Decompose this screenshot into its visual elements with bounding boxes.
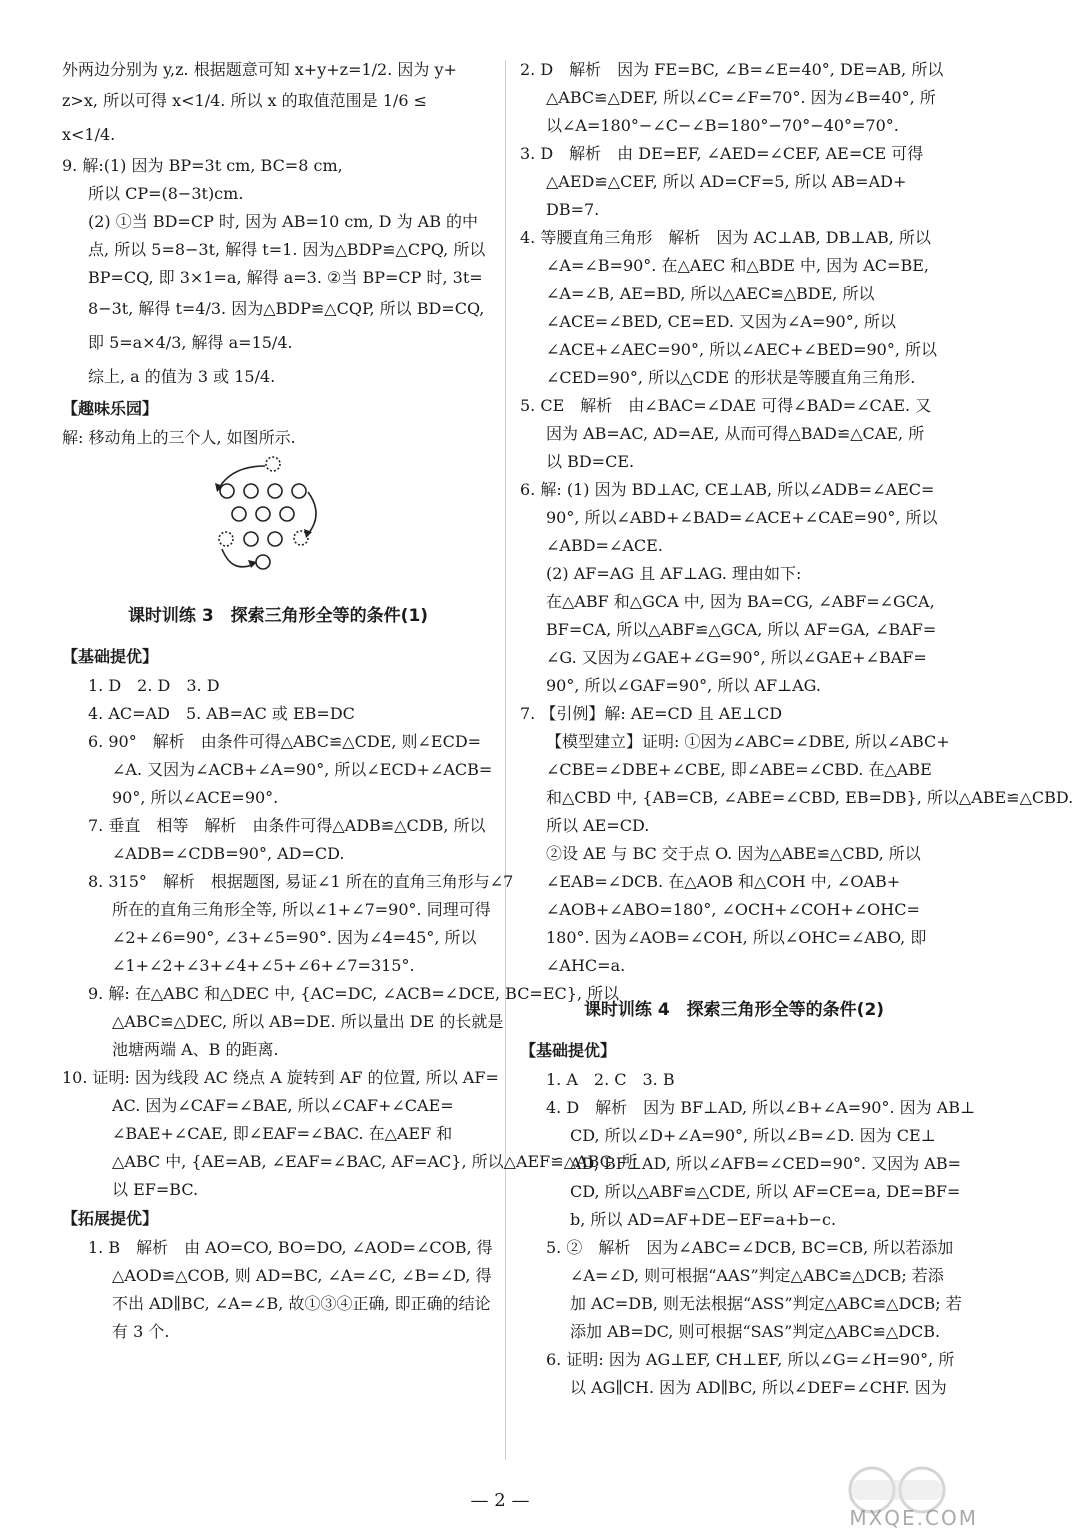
- answer-line: 9. 解: 在△ABC 和△DEC 中, {AC=DC, ∠ACB=∠DCE, BC=EC}, 所以: [88, 984, 620, 1003]
- answer-line: 不出 AD∥BC, ∠A=∠B, 故①③④正确, 即正确的结论: [112, 1294, 491, 1313]
- answer-line: 池塘两端 A、B 的距离.: [112, 1040, 279, 1059]
- answer-line: AC. 因为∠CAF=∠BAE, 所以∠CAF+∠CAE=: [112, 1096, 454, 1115]
- answer-line: 4. 等腰直角三角形 解析 因为 AC⊥AB, DB⊥AB, 所以: [520, 228, 931, 247]
- circles-diagram: [62, 456, 494, 586]
- answer-line: 1. A 2. C 3. B: [546, 1070, 675, 1089]
- answer-line: 90°, 所以∠ACE=90°.: [112, 788, 279, 807]
- text-line: 所以 CP=(8−3t)cm.: [88, 184, 244, 203]
- answer-line: 6. 90° 解析 由条件可得△ABC≌△CDE, 则∠ECD=: [88, 732, 482, 751]
- section-header-extension: 【拓展提优】: [62, 1209, 159, 1228]
- answer-line: △ABC≌△DEF, 所以∠C=∠F=70°. 因为∠B=40°, 所: [546, 88, 936, 107]
- answer-line: ∠ADB=∠CDB=90°, AD=CD.: [112, 844, 345, 863]
- answer-line: 以 AG∥CH. 因为 AD∥BC, 所以∠DEF=∠CHF. 因为: [570, 1378, 947, 1397]
- text-line: 综上, a 的值为 3 或 15/4.: [88, 367, 276, 386]
- section-header-basic: 【基础提优】: [520, 1041, 617, 1060]
- section-header-basic: 【基础提优】: [62, 647, 159, 666]
- answer-line: 10. 证明: 因为线段 AC 绕点 A 旋转到 AF 的位置, 所以 AF=: [62, 1068, 499, 1087]
- person-circle: [256, 507, 270, 521]
- answer-line: 所以 AE=CD.: [546, 816, 650, 835]
- people-figure: [62, 456, 494, 586]
- person-circle: [268, 532, 282, 546]
- text-line: 8−3t, 解得 t=4/3. 因为△BDP≌△CQP, 所以 BD=CQ,: [88, 299, 485, 318]
- column-divider: [505, 60, 506, 1460]
- page-number: — 2 —: [470, 1490, 530, 1511]
- answer-line: CD, 所以∠D+∠A=90°, 所以∠B=∠D. 因为 CE⊥: [570, 1126, 936, 1145]
- person-circle: [292, 484, 306, 498]
- watermark-text: MXQE.COM: [849, 1506, 978, 1530]
- answer-line: 以∠A=180°−∠C−∠B=180°−70°−40°=70°.: [546, 116, 899, 135]
- person-circle: [256, 555, 270, 569]
- person-circle: [244, 484, 258, 498]
- text-line: 外两边分别为 y,z. 根据题意可知 x+y+z=1/2. 因为 y+: [62, 60, 457, 79]
- answer-line: ∠BAE+∠CAE, 即∠EAF=∠BAC. 在△AEF 和: [112, 1124, 453, 1143]
- answer-line: 2. D 解析 因为 FE=BC, ∠B=∠E=40°, DE=AB, 所以: [520, 60, 944, 79]
- answer-line: 4. AC=AD 5. AB=AC 或 EB=DC: [88, 704, 355, 723]
- answer-line: ∠ACE+∠AEC=90°, 所以∠AEC+∠BED=90°, 所以: [546, 340, 938, 359]
- person-circle: [232, 507, 246, 521]
- answer-line: 8. 315° 解析 根据题图, 易证∠1 所在的直角三角形与∠7: [88, 872, 514, 891]
- answer-line: 加 AC=DB, 则无法根据“ASS”判定△ABC≌△DCB; 若: [570, 1294, 962, 1313]
- text-line: (2) ①当 BD=CP 时, 因为 AB=10 cm, D 为 AB 的中: [88, 212, 479, 231]
- text-line: 点, 所以 5=8−3t, 解得 t=1. 因为△BDP≌△CPQ, 所以: [88, 240, 486, 259]
- answer-line: BF=CA, 所以△ABF≌△GCA, 所以 AF=GA, ∠BAF=: [546, 620, 937, 639]
- answer-line: b, 所以 AD=AF+DE−EF=a+b−c.: [570, 1210, 837, 1229]
- answer-line: △ABC 中, {AE=AB, ∠EAF=∠BAC, AF=AC}, 所以△AEF≌△ABC. 所: [112, 1152, 638, 1171]
- answer-line: 7. 【引例】解: AE=CD 且 AE⊥CD: [520, 704, 783, 723]
- answer-line: ∠A=∠D, 则可根据“AAS”判定△ABC≌△DCB; 若添: [570, 1266, 944, 1285]
- answer-line: ∠2+∠6=90°, ∠3+∠5=90°. 因为∠4=45°, 所以: [112, 928, 477, 947]
- right-column: [520, 56, 1073, 1402]
- text-line: 即 5=a×4/3, 解得 a=15/4.: [88, 333, 293, 352]
- answer-line: 90°, 所以∠ABD+∠BAD=∠ACE+∠CAE=90°, 所以: [546, 508, 938, 527]
- answer-line: ∠CED=90°, 所以△CDE 的形状是等腰直角三角形.: [546, 368, 916, 387]
- answer-line: ∠A. 又因为∠ACB+∠A=90°, 所以∠ECD+∠ACB=: [112, 760, 493, 779]
- answer-line: (2) AF=AG 且 AF⊥AG. 理由如下:: [546, 564, 802, 583]
- answer-line: 6. 证明: 因为 AG⊥EF, CH⊥EF, 所以∠G=∠H=90°, 所: [546, 1350, 955, 1369]
- answer-line: CD, 所以△ABF≌△CDE, 所以 AF=CE=a, DE=BF=: [570, 1182, 961, 1201]
- text-line: z>x, 所以可得 x<1/4. 所以 x 的取值范围是 1/6 ≤: [62, 91, 427, 110]
- answer-line: 在△ABF 和△GCA 中, 因为 BA=CG, ∠ABF=∠GCA,: [546, 592, 935, 611]
- answer-line: ∠ABD=∠ACE.: [546, 536, 663, 555]
- answer-line: DB=7.: [546, 200, 600, 219]
- answer-line: 3. D 解析 由 DE=EF, ∠AED=∠CEF, AE=CE 可得: [520, 144, 924, 163]
- answer-line: 以 EF=BC.: [112, 1180, 199, 1199]
- answer-line: ∠AHC=a.: [546, 956, 626, 975]
- answer-line: 5. ② 解析 因为∠ABC=∠DCB, BC=CB, 所以若添加: [546, 1238, 954, 1257]
- fun-answer: 解: 移动角上的三个人, 如图所示.: [62, 428, 296, 447]
- move-arrow-path: [222, 549, 254, 567]
- answer-line: 有 3 个.: [112, 1322, 170, 1341]
- answer-line: ∠ACE=∠BED, CE=ED. 又因为∠A=90°, 所以: [546, 312, 896, 331]
- answer-line: ∠AOB+∠ABO=180°, ∠OCH+∠COH+∠OHC=: [546, 900, 920, 919]
- answer-line: 4. D 解析 因为 BF⊥AD, 所以∠B+∠A=90°. 因为 AB⊥: [546, 1098, 976, 1117]
- moved-position-circle: [219, 532, 233, 546]
- answer-line: ∠A=∠B=90°. 在△AEC 和△BDE 中, 因为 AC=BE,: [546, 256, 929, 275]
- answer-line: 添加 AB=DC, 则可根据“SAS”判定△ABC≌△DCB.: [570, 1322, 941, 1341]
- person-circle: [244, 532, 258, 546]
- text-line: BP=CQ, 即 3×1=a, 解得 a=3. ②当 BP=CP 时, 3t=: [88, 268, 483, 287]
- answer-line: 以 BD=CE.: [546, 452, 635, 471]
- answer-line: AD, BF⊥AD, 所以∠AFB=∠CED=90°. 又因为 AB=: [570, 1154, 962, 1173]
- answer-line: 6. 解: (1) 因为 BD⊥AC, CE⊥AB, 所以∠ADB=∠AEC=: [520, 480, 935, 499]
- lesson4-title: 课时训练 4 探索三角形全等的条件(2): [583, 1000, 885, 1020]
- answer-line: ∠G. 又因为∠GAE+∠G=90°, 所以∠GAE+∠BAF=: [546, 648, 927, 667]
- answer-line: ∠EAB=∠DCB. 在△AOB 和△COH 中, ∠OAB+: [546, 872, 901, 891]
- text-line: 9. 解:(1) 因为 BP=3t cm, BC=8 cm,: [62, 156, 343, 175]
- text-line: x<1/4.: [62, 125, 116, 144]
- answer-line: ∠1+∠2+∠3+∠4+∠5+∠6+∠7=315°.: [112, 956, 415, 975]
- answer-line: 1. B 解析 由 AO=CO, BO=DO, ∠AOD=∠COB, 得: [88, 1238, 493, 1257]
- answer-line: △AOD≌△COB, 则 AD=BC, ∠A=∠C, ∠B=∠D, 得: [112, 1266, 492, 1285]
- answer-line: ②设 AE 与 BC 交于点 O. 因为△ABE≌△CBD, 所以: [546, 844, 921, 863]
- answer-line: 和△CBD 中, {AB=CB, ∠ABE=∠CBD, EB=DB}, 所以△ABE≌△CBD.: [546, 788, 1073, 807]
- answer-line: 180°. 因为∠AOB=∠COH, 所以∠OHC=∠ABO, 即: [546, 928, 927, 947]
- answer-line: 5. CE 解析 由∠BAC=∠DAE 可得∠BAD=∠CAE. 又: [520, 396, 932, 415]
- person-circle: [280, 507, 294, 521]
- answer-line: 所在的直角三角形全等, 所以∠1+∠7=90°. 同理可得: [112, 900, 491, 919]
- answer-line: 【模型建立】证明: ①因为∠ABC=∠DBE, 所以∠ABC+: [546, 732, 950, 751]
- answer-line: 因为 AB=AC, AD=AE, 从而可得△BAD≌△CAE, 所: [546, 424, 925, 443]
- answer-line: 1. D 2. D 3. D: [88, 676, 220, 695]
- answer-line: 90°, 所以∠GAF=90°, 所以 AF⊥AG.: [546, 676, 821, 695]
- move-arrow-path: [308, 492, 316, 534]
- answer-line: 7. 垂直 相等 解析 由条件可得△ADB≌△CDB, 所以: [88, 816, 486, 835]
- lesson3-title: 课时训练 3 探索三角形全等的条件(1): [127, 606, 429, 626]
- moved-position-circle: [266, 457, 280, 471]
- answer-line: △ABC≌△DEC, 所以 AB=DE. 所以量出 DE 的长就是: [112, 1012, 504, 1031]
- answer-line: ∠CBE=∠DBE+∠CBE, 即∠ABE=∠CBD. 在△ABE: [546, 760, 932, 779]
- section-header-fun: 【趣味乐园】: [62, 399, 159, 418]
- person-circle: [268, 484, 282, 498]
- answer-line: ∠A=∠B, AE=BD, 所以△AEC≌△BDE, 所以: [546, 284, 875, 303]
- answer-line: △AED≌△CEF, 所以 AD=CF=5, 所以 AB=AD+: [546, 172, 907, 191]
